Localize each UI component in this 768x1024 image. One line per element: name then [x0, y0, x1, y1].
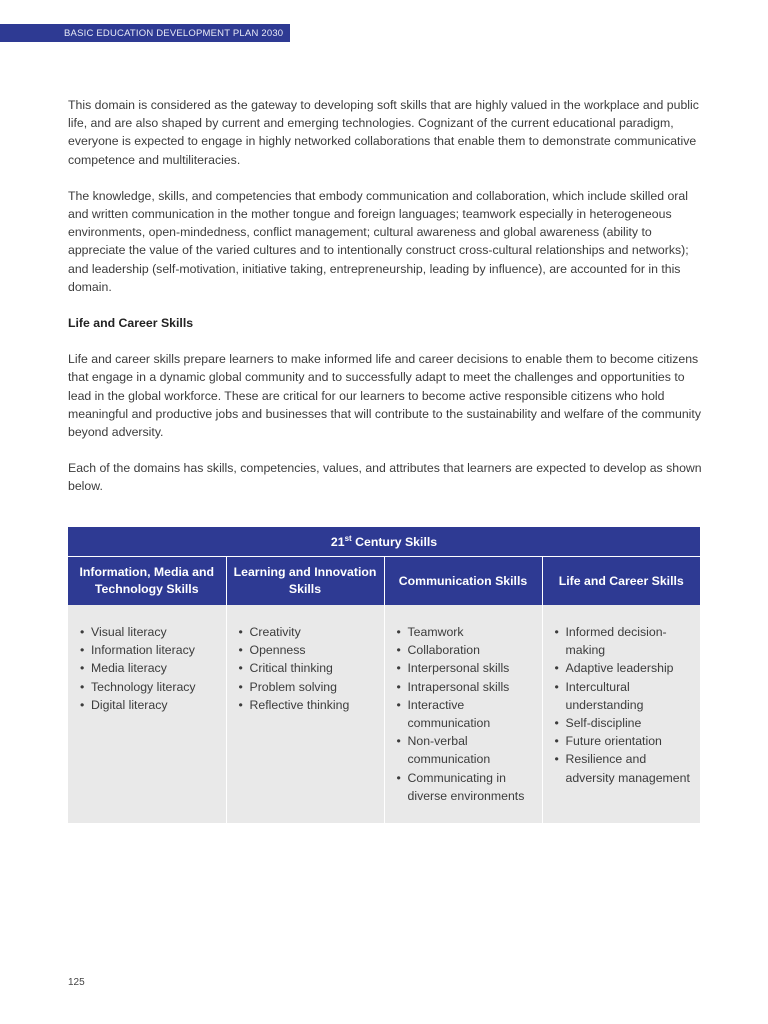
list-item: • Intrapersonal skills [397, 678, 536, 696]
paragraph-intro: This domain is considered as the gateway to developing soft skills that are highly valued in the workplace and public life, and are also shaped by current and emerging technologies. Cognizant of the current educational paradigm, everyone is expected to engage in highly networked collaborations that enable them to demonstrate communicative competence and multiliteracies. [68, 98, 699, 167]
list-item: • Informed decision-making [555, 623, 695, 659]
list-item: • Information literacy [80, 641, 220, 659]
list-item: • Adaptive leadership [555, 659, 695, 677]
list-item: • Communicating in diverse environments [397, 769, 536, 805]
list-item: • Self-discipline [555, 714, 695, 732]
list-item: • Teamwork [397, 623, 536, 641]
column-header-life-career: Life and Career Skills [542, 557, 700, 606]
paragraph-competencies: The knowledge, skills, and competencies that embody communication and collaboration, which include skilled oral and written communication in the mother tongue and foreign languages; teamwork especially in heterogeneous environments, open-mindedness, conflict management; cultural awareness and global awareness (ability to appreciate the value of the varied cultures and to intentionally construct cross-cultural relationships and networks); and leadership (self-motivation, initiative taking, entrepreneurship, leading by influence), are accounted for in this domain. [68, 188, 689, 294]
cell-learning-innovation [226, 605, 384, 823]
list-item: • Digital literacy [80, 696, 220, 714]
column-header-communication: Communication Skills [384, 557, 542, 606]
paragraph-life-career: Life and career skills prepare learners to make informed life and career decisions to enable them to become citizens that engage in a dynamic global community and to successfully adapt to meet the challenges and opportunities to lead in the global workforce. These are critical for our learners to become active responsible citizens who hold meaningful and productive jobs and businesses that will contribute to the sustainability and welfare of the community beyond adversity. [68, 352, 701, 440]
list-item: • Problem solving [239, 678, 378, 696]
document-title: BASIC EDUCATION DEVELOPMENT PLAN 2030 [64, 27, 284, 39]
header-band [0, 24, 290, 42]
list-item: • Technology literacy [80, 678, 220, 696]
table-row [68, 605, 700, 823]
skills-table [68, 527, 700, 823]
page-number: 125 [68, 977, 85, 988]
paragraph-domains: Each of the domains has skills, competencies, values, and attributes that learners are expected to develop as shown below. [68, 461, 702, 494]
section-heading: Life and Career Skills [68, 316, 194, 331]
list-item: • Intercultural understanding [555, 678, 695, 714]
list-item: • Interpersonal skills [397, 659, 536, 677]
list-item: • Openness [239, 641, 378, 659]
main-content [68, 96, 704, 514]
cell-communication [384, 605, 542, 823]
table-title: 21st Century Skills [68, 527, 700, 557]
list-item: • Critical thinking [239, 659, 378, 677]
list-item: • Collaboration [397, 641, 536, 659]
list-item: • Non-verbal communication [397, 732, 536, 768]
list-item: • Media literacy [80, 659, 220, 677]
cell-life-career [542, 605, 700, 823]
list-item: • Interactive communication [397, 696, 536, 732]
list-item: • Future orientation [555, 732, 695, 750]
column-header-information-media: Information, Media and Technology Skills [68, 557, 226, 606]
cell-information-media [68, 605, 226, 823]
list-item: • Reflective thinking [239, 696, 378, 714]
column-header-learning-innovation: Learning and Innovation Skills [226, 557, 384, 606]
list-item: • Visual literacy [80, 623, 220, 641]
list-item: • Resilience and adversity management [555, 750, 695, 786]
list-item: • Creativity [239, 623, 378, 641]
